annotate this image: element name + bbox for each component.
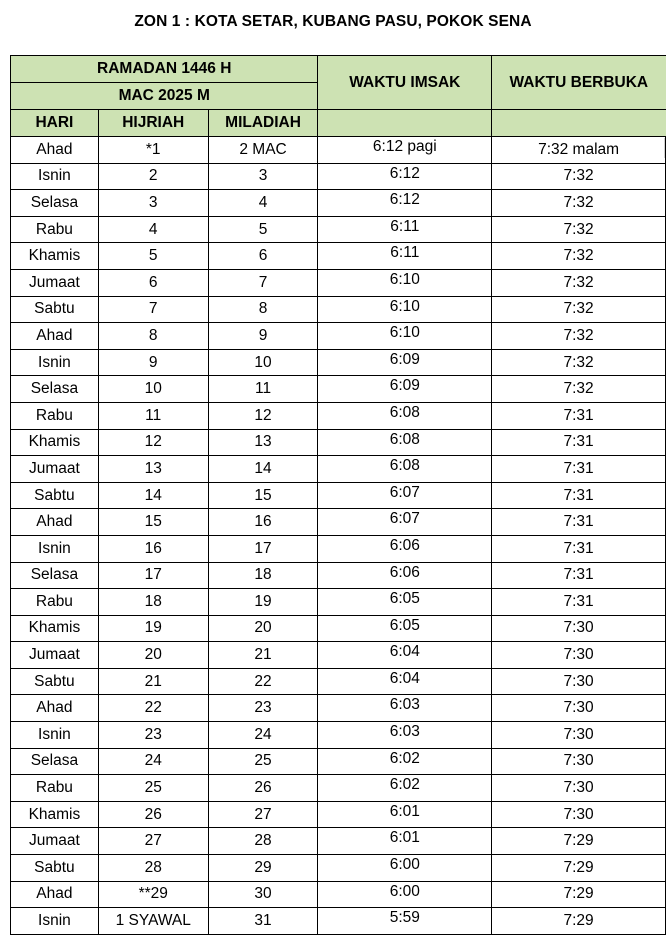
imsak-cell: 6:05	[318, 589, 492, 616]
schedule-header	[11, 56, 666, 137]
hijriah-cell: *1	[98, 137, 208, 164]
hijriah-cell: 7	[98, 296, 208, 323]
imsak-cell: 6:03	[318, 695, 492, 722]
hari-column-header: HARI	[11, 110, 99, 137]
miladiah-cell: 3	[208, 163, 318, 190]
table-row	[11, 456, 666, 483]
table-row	[11, 216, 666, 243]
berbuka-cell: 7:32	[492, 163, 666, 190]
imsak-cell: 6:11	[318, 216, 492, 243]
hari-cell: Rabu	[11, 402, 99, 429]
berbuka-cell: 7:31	[492, 482, 666, 509]
miladiah-cell: 25	[208, 748, 318, 775]
hari-cell: Isnin	[11, 908, 99, 935]
hijriah-cell: 16	[98, 535, 208, 562]
berbuka-cell: 7:29	[492, 828, 666, 855]
miladiah-cell: 31	[208, 908, 318, 935]
imsak-cell: 6:12 pagi	[318, 137, 492, 164]
imsak-cell: 6:07	[318, 482, 492, 509]
imsak-header-blank-cell	[318, 110, 492, 137]
hijriah-cell: 3	[98, 190, 208, 217]
miladiah-cell: 8	[208, 296, 318, 323]
miladiah-cell: 16	[208, 509, 318, 536]
imsak-cell: 6:02	[318, 775, 492, 802]
hari-cell: Jumaat	[11, 456, 99, 483]
imsak-cell: 6:01	[318, 828, 492, 855]
miladiah-column-header: MILADIAH	[208, 110, 318, 137]
berbuka-cell: 7:32	[492, 349, 666, 376]
imsak-cell: 6:05	[318, 615, 492, 642]
miladiah-cell: 12	[208, 402, 318, 429]
hari-cell: Ahad	[11, 881, 99, 908]
hari-cell: Ahad	[11, 137, 99, 164]
imsak-cell: 6:00	[318, 855, 492, 882]
hijriah-cell: 23	[98, 722, 208, 749]
miladiah-cell: 17	[208, 535, 318, 562]
imsak-cell: 6:10	[318, 269, 492, 296]
hari-cell: Sabtu	[11, 668, 99, 695]
table-row	[11, 535, 666, 562]
hijriah-cell: 9	[98, 349, 208, 376]
berbuka-cell: 7:32	[492, 376, 666, 403]
berbuka-cell: 7:32	[492, 296, 666, 323]
berbuka-cell: 7:30	[492, 615, 666, 642]
berbuka-cell: 7:30	[492, 668, 666, 695]
imsak-cell: 6:04	[318, 668, 492, 695]
hari-cell: Isnin	[11, 349, 99, 376]
imsak-cell: 6:06	[318, 535, 492, 562]
table-row	[11, 376, 666, 403]
berbuka-cell: 7:32 malam	[492, 137, 666, 164]
berbuka-header-blank-cell	[492, 110, 666, 137]
berbuka-cell: 7:30	[492, 695, 666, 722]
schedule-table	[10, 55, 666, 935]
table-row	[11, 908, 666, 935]
berbuka-cell: 7:31	[492, 402, 666, 429]
hari-cell: Sabtu	[11, 482, 99, 509]
hijriah-cell: 14	[98, 482, 208, 509]
berbuka-cell: 7:29	[492, 881, 666, 908]
miladiah-cell: 7	[208, 269, 318, 296]
berbuka-cell: 7:32	[492, 323, 666, 350]
imsak-cell: 6:04	[318, 642, 492, 669]
table-row	[11, 163, 666, 190]
miladiah-cell: 24	[208, 722, 318, 749]
hari-cell: Sabtu	[11, 855, 99, 882]
hijriah-cell: 26	[98, 801, 208, 828]
berbuka-cell: 7:31	[492, 562, 666, 589]
page-title: ZON 1 : KOTA SETAR, KUBANG PASU, POKOK SENA	[134, 13, 532, 30]
ramadan-year-header: RAMADAN 1446 H	[11, 56, 318, 83]
imsak-cell: 5:59	[318, 908, 492, 935]
hari-cell: Selasa	[11, 376, 99, 403]
table-row	[11, 562, 666, 589]
hijriah-cell: 28	[98, 855, 208, 882]
table-row	[11, 482, 666, 509]
miladiah-cell: 22	[208, 668, 318, 695]
imsak-cell: 6:06	[318, 562, 492, 589]
table-row	[11, 429, 666, 456]
miladiah-cell: 13	[208, 429, 318, 456]
hari-cell: Isnin	[11, 535, 99, 562]
berbuka-cell: 7:29	[492, 855, 666, 882]
schedule-body	[11, 137, 666, 935]
miladiah-cell: 29	[208, 855, 318, 882]
hijriah-cell: 2	[98, 163, 208, 190]
berbuka-cell: 7:30	[492, 801, 666, 828]
imsak-cell: 6:10	[318, 296, 492, 323]
imsak-cell: 6:09	[318, 349, 492, 376]
imsak-cell: 6:07	[318, 509, 492, 536]
hari-cell: Rabu	[11, 216, 99, 243]
hijriah-column-header: HIJRIAH	[98, 110, 208, 137]
hari-cell: Jumaat	[11, 642, 99, 669]
berbuka-cell: 7:31	[492, 535, 666, 562]
table-row	[11, 881, 666, 908]
miladiah-cell: 9	[208, 323, 318, 350]
table-row	[11, 775, 666, 802]
imsak-cell: 6:09	[318, 376, 492, 403]
hari-cell: Ahad	[11, 695, 99, 722]
berbuka-cell: 7:31	[492, 509, 666, 536]
table-row	[11, 589, 666, 616]
berbuka-cell: 7:31	[492, 429, 666, 456]
hari-cell: Khamis	[11, 801, 99, 828]
miladiah-cell: 20	[208, 615, 318, 642]
table-row	[11, 349, 666, 376]
miladiah-cell: 15	[208, 482, 318, 509]
miladiah-cell: 27	[208, 801, 318, 828]
hari-cell: Khamis	[11, 429, 99, 456]
imsak-cell: 6:01	[318, 801, 492, 828]
berbuka-cell: 7:30	[492, 722, 666, 749]
berbuka-cell: 7:32	[492, 190, 666, 217]
table-row	[11, 748, 666, 775]
hijriah-cell: **29	[98, 881, 208, 908]
berbuka-cell: 7:32	[492, 269, 666, 296]
table-row	[11, 668, 666, 695]
hari-cell: Selasa	[11, 190, 99, 217]
table-row	[11, 296, 666, 323]
hijriah-cell: 20	[98, 642, 208, 669]
miladiah-cell: 28	[208, 828, 318, 855]
hari-cell: Khamis	[11, 615, 99, 642]
miladiah-cell: 10	[208, 349, 318, 376]
hari-cell: Jumaat	[11, 269, 99, 296]
berbuka-cell: 7:32	[492, 216, 666, 243]
right-edge-line	[664, 138, 665, 158]
berbuka-cell: 7:30	[492, 775, 666, 802]
table-row	[11, 137, 666, 164]
imsak-cell: 6:03	[318, 722, 492, 749]
hari-cell: Selasa	[11, 562, 99, 589]
hari-cell: Selasa	[11, 748, 99, 775]
hijriah-cell: 21	[98, 668, 208, 695]
table-row	[11, 323, 666, 350]
hari-cell: Ahad	[11, 509, 99, 536]
imsak-cell: 6:12	[318, 190, 492, 217]
hari-cell: Rabu	[11, 589, 99, 616]
berbuka-cell: 7:30	[492, 642, 666, 669]
miladiah-cell: 2 MAC	[208, 137, 318, 164]
berbuka-cell: 7:31	[492, 456, 666, 483]
hijriah-cell: 1 SYAWAL	[98, 908, 208, 935]
hijriah-cell: 6	[98, 269, 208, 296]
hijriah-cell: 22	[98, 695, 208, 722]
hari-cell: Khamis	[11, 243, 99, 270]
imsak-cell: 6:11	[318, 243, 492, 270]
hijriah-cell: 25	[98, 775, 208, 802]
table-row	[11, 695, 666, 722]
miladiah-cell: 30	[208, 881, 318, 908]
berbuka-cell: 7:30	[492, 748, 666, 775]
berbuka-column-header: WAKTU BERBUKA	[492, 56, 666, 110]
hijriah-cell: 27	[98, 828, 208, 855]
miladiah-cell: 11	[208, 376, 318, 403]
miladiah-cell: 6	[208, 243, 318, 270]
imsak-cell: 6:08	[318, 402, 492, 429]
miladiah-cell: 21	[208, 642, 318, 669]
imsak-cell: 6:08	[318, 429, 492, 456]
hijriah-cell: 11	[98, 402, 208, 429]
table-row	[11, 722, 666, 749]
table-row	[11, 642, 666, 669]
imsak-cell: 6:08	[318, 456, 492, 483]
hijriah-cell: 18	[98, 589, 208, 616]
berbuka-cell: 7:29	[492, 908, 666, 935]
hijriah-cell: 12	[98, 429, 208, 456]
hari-cell: Sabtu	[11, 296, 99, 323]
hijriah-cell: 13	[98, 456, 208, 483]
miladiah-cell: 23	[208, 695, 318, 722]
berbuka-cell: 7:32	[492, 243, 666, 270]
imsak-cell: 6:00	[318, 881, 492, 908]
hari-cell: Jumaat	[11, 828, 99, 855]
miladiah-cell: 5	[208, 216, 318, 243]
miladiah-cell: 14	[208, 456, 318, 483]
hari-cell: Isnin	[11, 722, 99, 749]
imsak-cell: 6:10	[318, 323, 492, 350]
hijriah-cell: 10	[98, 376, 208, 403]
table-row	[11, 855, 666, 882]
hijriah-cell: 17	[98, 562, 208, 589]
table-row	[11, 801, 666, 828]
hijriah-cell: 19	[98, 615, 208, 642]
table-row	[11, 402, 666, 429]
berbuka-cell: 7:31	[492, 589, 666, 616]
table-row	[11, 269, 666, 296]
miladiah-cell: 4	[208, 190, 318, 217]
hijriah-cell: 8	[98, 323, 208, 350]
table-row	[11, 509, 666, 536]
miladiah-cell: 26	[208, 775, 318, 802]
hijriah-cell: 15	[98, 509, 208, 536]
table-row	[11, 243, 666, 270]
hari-cell: Ahad	[11, 323, 99, 350]
hijriah-cell: 4	[98, 216, 208, 243]
hari-cell: Rabu	[11, 775, 99, 802]
imsak-cell: 6:12	[318, 163, 492, 190]
imsak-column-header: WAKTU IMSAK	[318, 56, 492, 110]
miladiah-cell: 18	[208, 562, 318, 589]
table-row	[11, 615, 666, 642]
hijriah-cell: 24	[98, 748, 208, 775]
hari-cell: Isnin	[11, 163, 99, 190]
miladiah-cell: 19	[208, 589, 318, 616]
hijriah-cell: 5	[98, 243, 208, 270]
table-row	[11, 190, 666, 217]
imsak-cell: 6:02	[318, 748, 492, 775]
month-header: MAC 2025 M	[11, 83, 318, 110]
table-row	[11, 828, 666, 855]
